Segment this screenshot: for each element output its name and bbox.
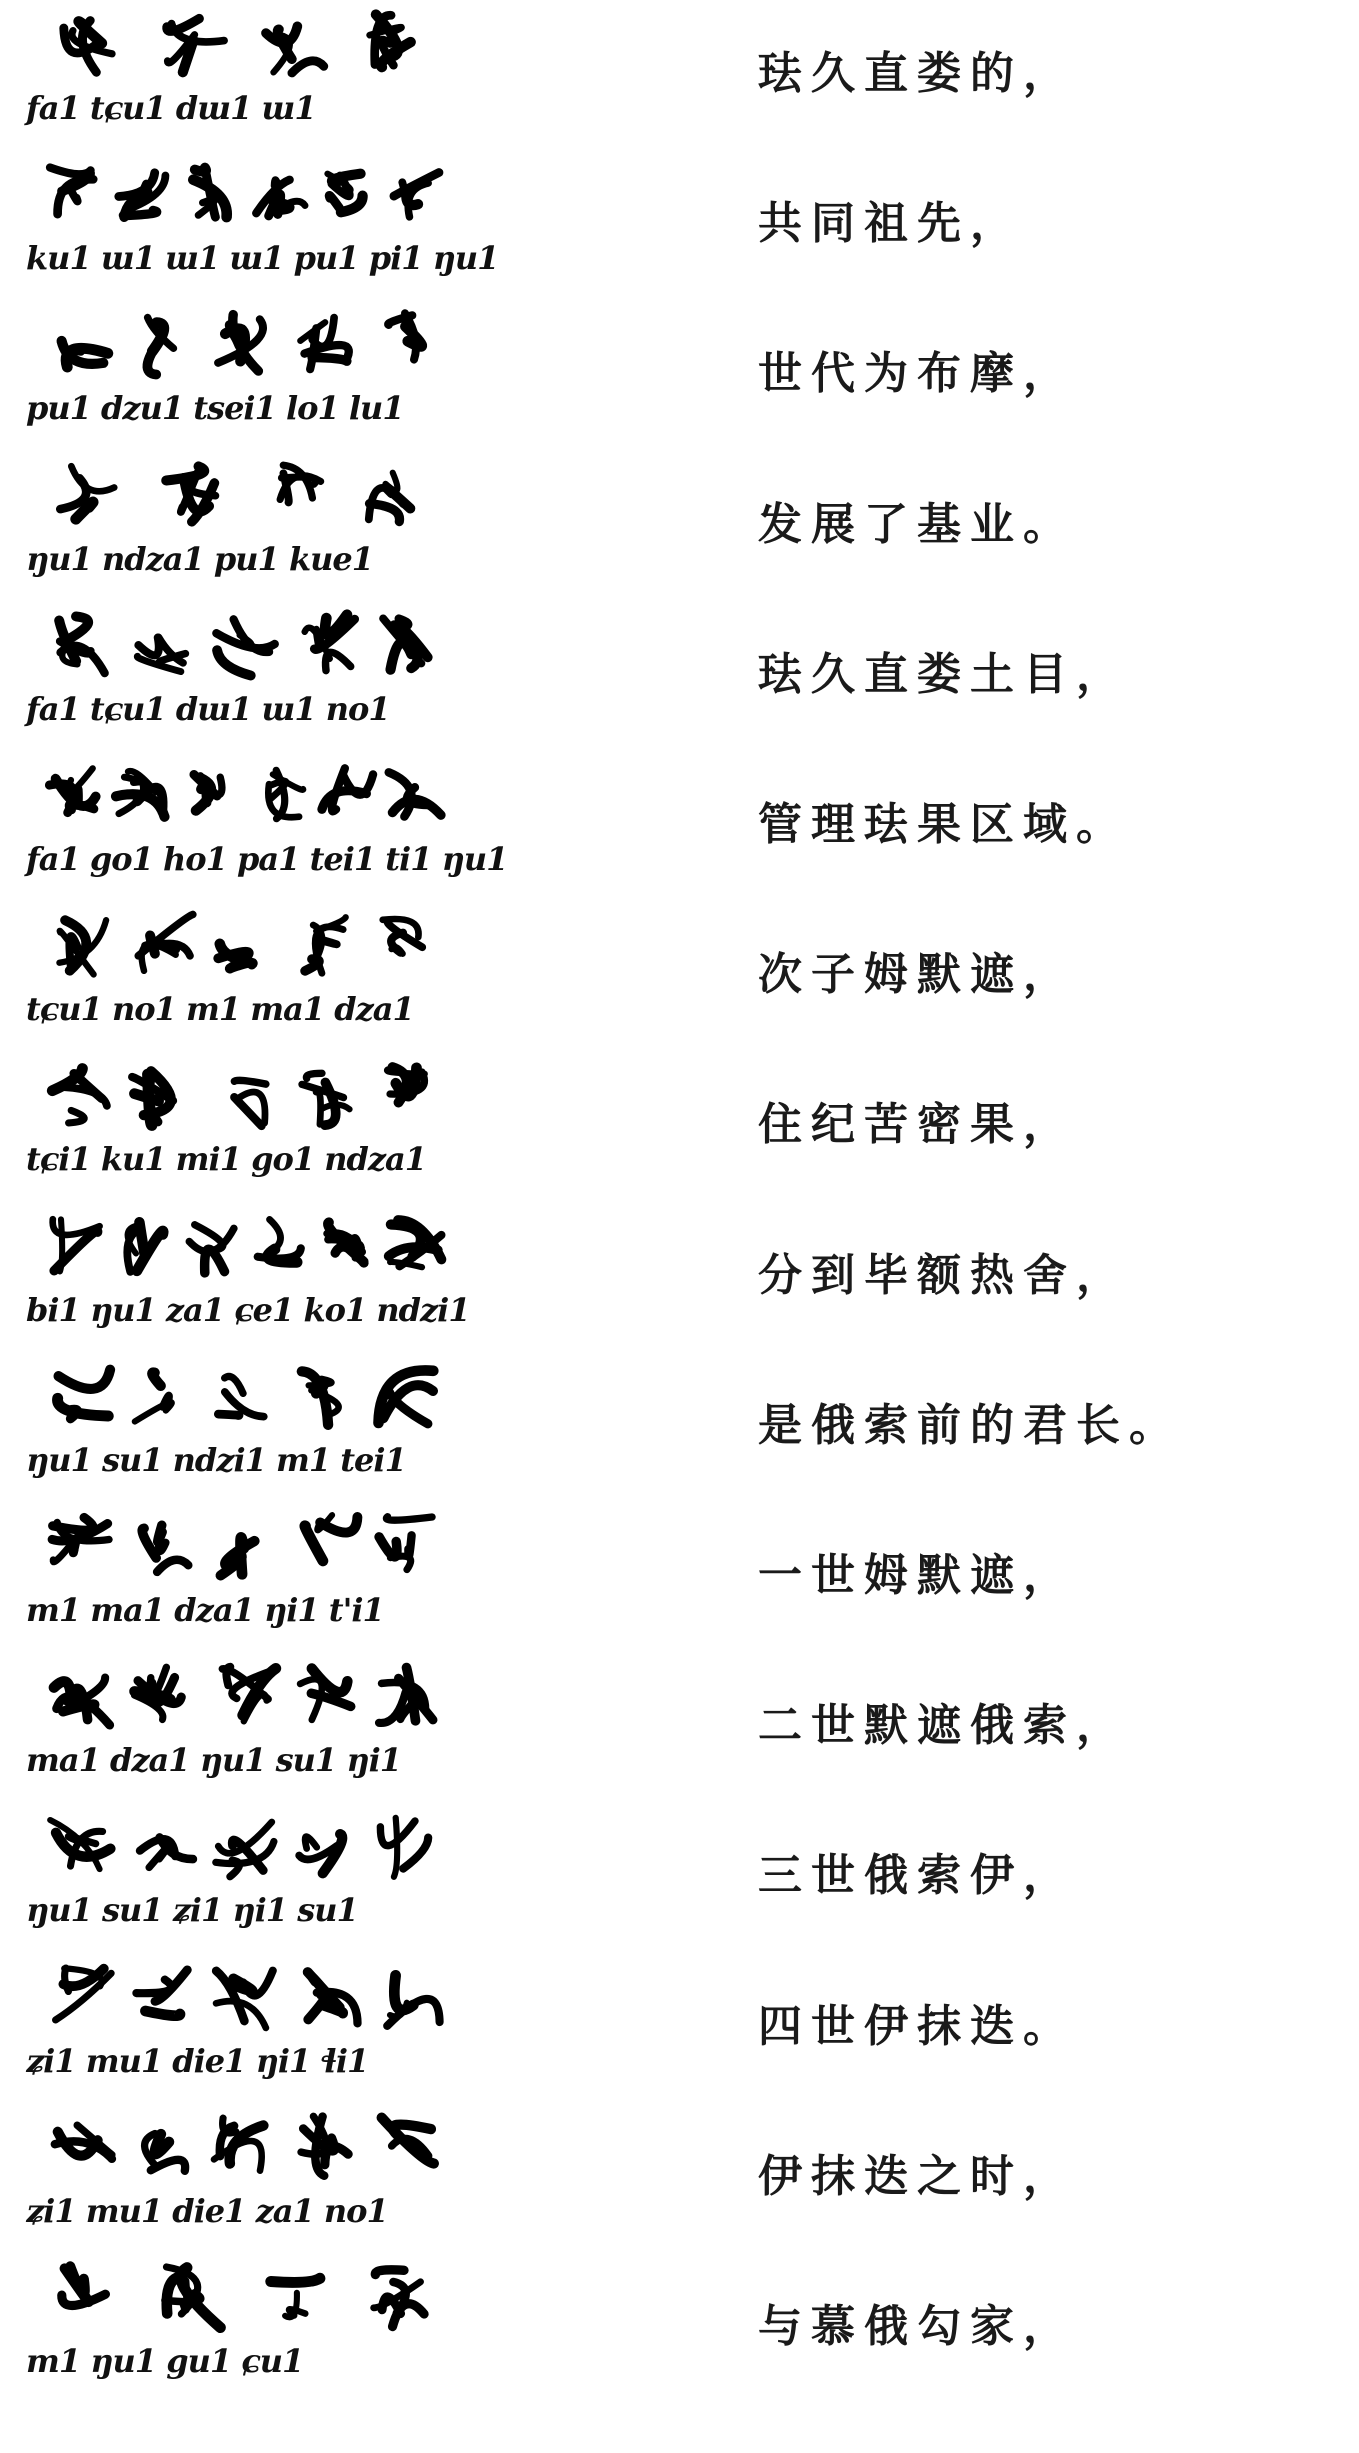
yi-glyph [308,1972,358,2023]
yi-glyph [389,772,441,816]
yi-glyph [322,768,373,811]
yi-glyph [127,1222,163,1272]
romanization: ʑi1 mu1 die1 ŋi1 ɬi1 [26,2041,369,2080]
yi-glyph [271,2278,320,2317]
yi-glyph [379,1668,433,1723]
romanization: m1 ma1 dza1 ŋi1 t'i1 [26,1591,384,1629]
text-line [0,1202,1359,1350]
romanization: tɕu1 no1 m1 ma1 dza1 [26,990,414,1029]
romanization: fa1 go1 ho1 pa1 tei1 ti1 ŋu1 [26,840,508,878]
yi-glyph [58,1369,111,1418]
yi-glyph [193,168,226,218]
yi-glyph [266,26,324,73]
yi-glyph [234,1081,265,1127]
yi-glyph [49,768,95,812]
chinese-translation: 与慕俄勾家， [758,2301,1076,2352]
yi-glyph [300,1669,351,1720]
text-line [0,901,1359,1049]
yi-glyph [60,466,114,519]
yi-glyph [302,1371,339,1424]
romanization: fa1 tɕu1 dɯ1 ɯ1 no1 [26,689,390,728]
text-line [0,1352,1359,1500]
chinese-translation: 管理珐果区域。 [758,799,1129,850]
yi-glyph [383,919,423,954]
yi-glyph [167,19,224,73]
text-line [0,150,1359,298]
romanization: pu1 dzu1 tsei1 lo1 lu1 [26,389,404,428]
text-line [0,0,1359,148]
chinese-translation: 二世默遮俄索， [758,1700,1129,1752]
yi-glyph [370,15,411,68]
text-line [0,1502,1359,1650]
chinese-translation: 分到毕额热舍， [758,1249,1129,1301]
chinese-translation: 住纪苦密果， [758,1099,1076,1151]
yi-glyph [136,1969,187,2015]
yi-glyph [62,341,108,367]
chinese-translation: 是俄索前的君长。 [758,1399,1182,1451]
yi-glyph [328,174,363,213]
romanization: bi1 ŋu1 za1 ɕe1 ko1 ndzi1 [26,1290,470,1329]
yi-glyph [52,1069,107,1123]
yi-glyph [165,2267,221,2328]
yi-glyph [116,771,165,817]
yi-glyph [300,318,348,370]
yi-glyph [137,637,185,671]
yi-glyph [221,1537,255,1575]
yi-glyph [383,618,428,669]
chinese-translation: 共同祖先， [758,198,1023,250]
yi-glyph [50,168,93,215]
romanization: ʑi1 mu1 die1 za1 no1 [26,2191,388,2230]
yi-glyph [389,1220,442,1267]
text-line [0,2103,1359,2251]
yi-glyph [142,1525,188,1572]
yi-glyph [379,1370,434,1423]
yi-glyph [382,2117,434,2163]
chinese-translation: 珐久直娄的， [758,48,1076,99]
yi-glyph [50,1820,110,1869]
yi-glyph [119,173,166,217]
romanization: m1 ŋu1 gu1 ɕu1 [26,2342,304,2380]
chinese-translation: 发展了基业。 [758,498,1076,550]
chinese-translation: 次子姆默遮， [758,949,1076,1001]
yi-glyph [166,466,215,521]
yi-glyph [55,2125,112,2159]
chinese-translation: 世代为布摩， [758,348,1076,400]
text-line [0,451,1359,599]
yi-glyph [305,614,355,670]
chinese-translation: 四世伊抹迭。 [758,2000,1076,2052]
yi-glyph [379,1517,432,1570]
yi-glyph [59,920,106,974]
romanization: ma1 dza1 ŋu1 su1 ŋi1 [26,1741,401,1780]
yi-glyph [268,770,303,818]
yi-glyph [218,315,263,372]
yi-glyph [134,1667,181,1719]
text-line [0,1953,1359,2101]
text-line [0,2253,1359,2401]
yi-glyph [145,2133,186,2170]
yi-glyph [54,1678,110,1726]
text-line [0,1652,1359,1800]
yi-glyph [302,1074,350,1126]
yi-glyph [301,2116,348,2175]
yi-glyph [305,917,346,973]
text-line [0,751,1359,899]
romanization: ŋu1 su1 ʑi1 ŋi1 su1 [26,1891,358,1930]
yi-glyph [132,1072,173,1126]
yi-glyph [218,1376,263,1416]
yi-glyph [387,1975,439,2026]
yi-glyph [147,318,173,375]
yi-glyph [140,1838,193,1868]
yi-glyph [305,1515,358,1561]
chinese-translation: 三世俄索伊， [758,1850,1076,1902]
yi-glyph [388,314,422,360]
yi-glyph [258,1219,301,1262]
yi-glyph [216,1822,274,1877]
romanization: ku1 ɯ1 ɯ1 ɯ1 pu1 pi1 ŋu1 [26,239,499,278]
yi-glyph [327,1222,364,1263]
yi-glyph [216,619,274,675]
yi-glyph [64,21,112,73]
romanization: ŋu1 su1 ndzi1 m1 tei1 [26,1440,406,1479]
yi-glyph [369,472,411,521]
text-line [0,1051,1359,1199]
yi-glyph [280,465,321,502]
chinese-translation: 伊抹迭之时， [758,2150,1076,2202]
yi-glyph [299,1834,342,1873]
yi-glyph [256,180,305,216]
yi-glyph [56,1968,112,2020]
text-line [0,300,1359,448]
chinese-translation: 一世姆默遮， [758,1550,1076,1601]
yi-glyph [387,1067,425,1102]
romanization: tɕi1 ku1 mi1 go1 ndza1 [26,1140,427,1179]
yi-glyph [214,2118,263,2171]
yi-glyph [59,616,104,673]
romanization: ŋu1 ndza1 pu1 kue1 [26,539,373,578]
text-line [0,601,1359,749]
yi-glyph [216,1970,273,2027]
yi-glyph [62,2266,106,2305]
text-line [0,1802,1359,1950]
yi-glyph [53,1219,100,1271]
chinese-translation: 珐久直娄土目， [758,648,1129,700]
yi-glyph [374,2270,424,2327]
yi-glyph [52,1518,109,1562]
yi-glyph [135,1372,172,1421]
yi-glyph [222,1667,275,1722]
yi-glyph [194,775,222,811]
romanization: fa1 tɕu1 dɯ1 ɯ1 [26,89,316,127]
yi-glyph [380,1818,428,1877]
yi-glyph [138,915,193,971]
yi-glyph [218,944,252,969]
yi-glyph [189,1224,234,1272]
yi-glyph [394,173,439,217]
